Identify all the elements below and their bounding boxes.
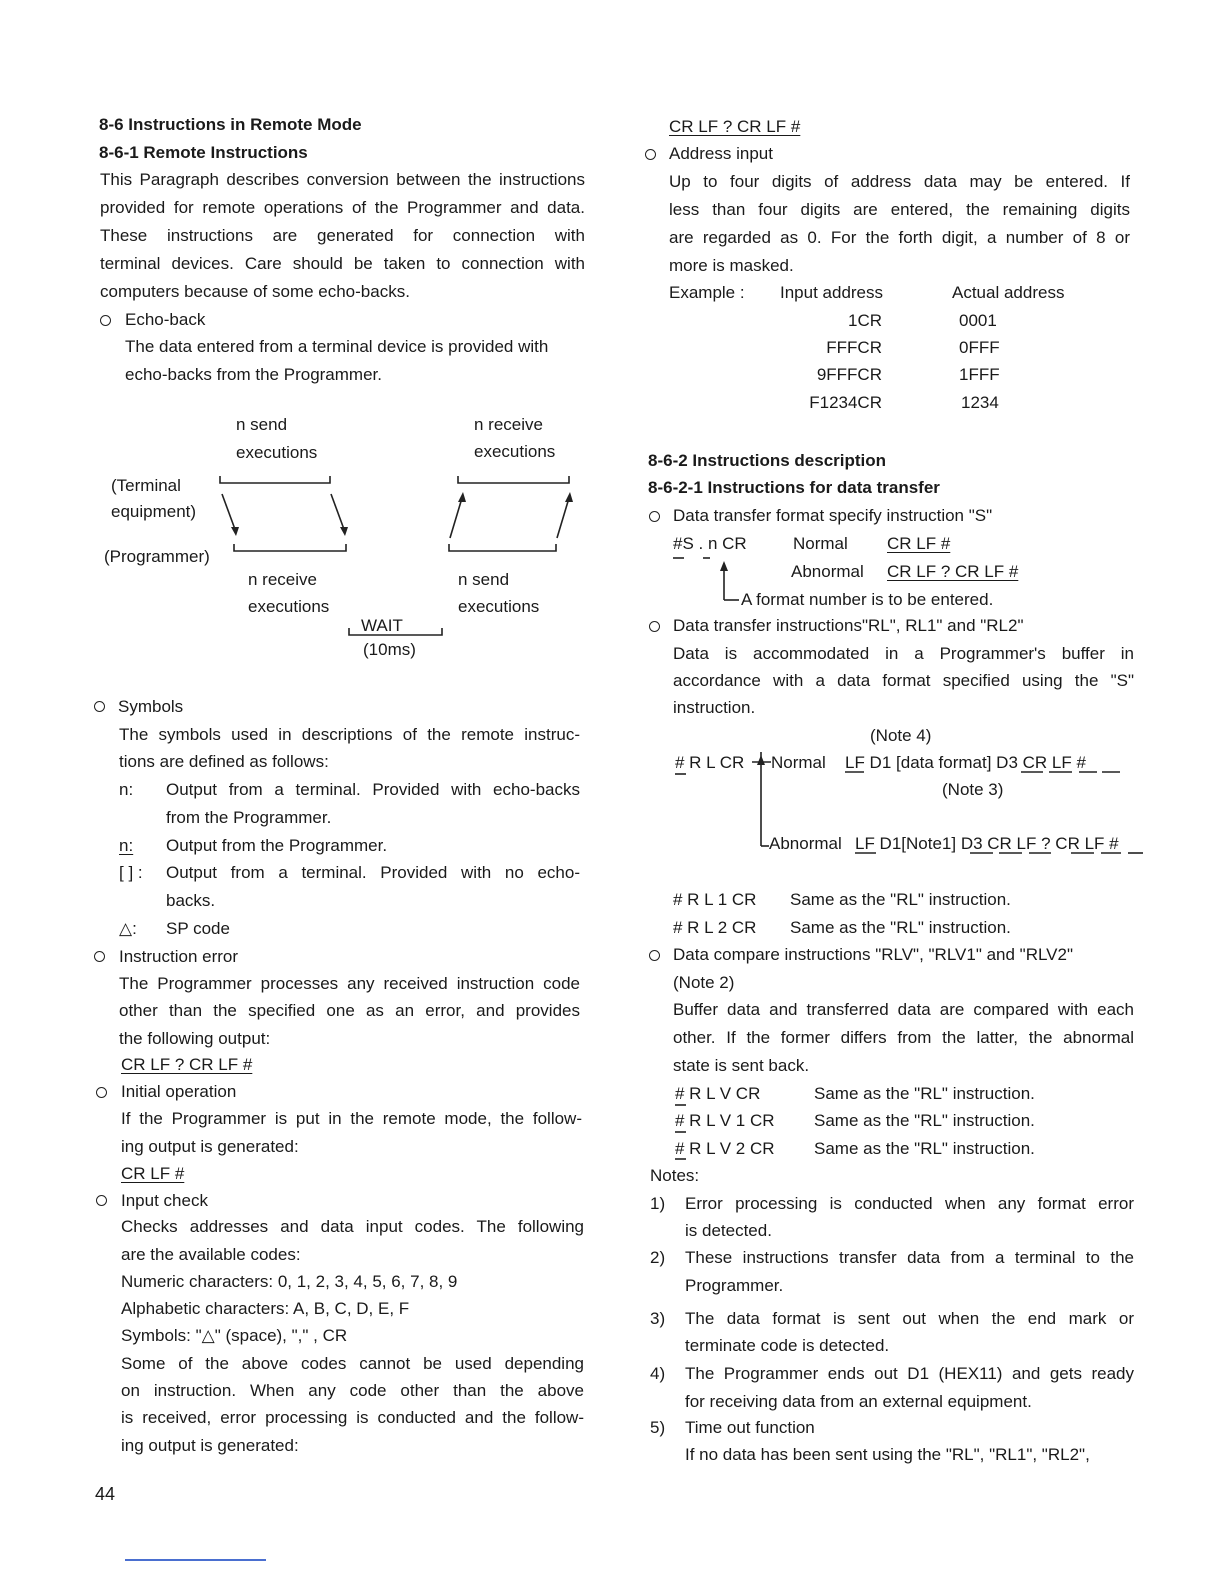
bullet-icon	[96, 1087, 107, 1098]
normal-output: LF D1 [data format] D3 CR LF #	[845, 753, 1086, 772]
rl-instruction-title: Data transfer instructions"RL", RL1" and "RL2"	[673, 616, 1024, 635]
intro-line: terminal devices. Care should be taken to connection with	[100, 254, 585, 273]
arrow-down-icon	[231, 527, 239, 536]
bullet-icon	[96, 1195, 107, 1206]
diagram-label: executions	[458, 597, 540, 616]
bracket-line	[220, 476, 330, 483]
abnormal-output: LF D1[Note1] D3 CR LF ? CR LF #	[855, 834, 1119, 853]
note-text: If no data has been sent using the "RL", "RL1", "RL2",	[685, 1445, 1090, 1464]
column-header: Actual address	[952, 283, 1065, 302]
bracket-line	[458, 476, 569, 483]
example-label: Example :	[669, 283, 745, 302]
wait-label: WAIT	[361, 616, 403, 635]
s-instruction-title: Data transfer format specify instruction "S"	[673, 506, 993, 525]
normal-label: Normal	[771, 753, 826, 772]
initial-operation-text: ing output is generated:	[121, 1137, 299, 1156]
column-header: Input address	[780, 283, 884, 302]
note-text: terminate code is detected.	[685, 1336, 890, 1355]
s-instruction-command: #S . n CR	[673, 534, 747, 553]
intro-line: computers because of some echo-backs.	[100, 282, 410, 301]
arrow-line	[557, 498, 569, 538]
rlv-instruction-text: other. If the former differs from the latter, the abnormal	[673, 1028, 1134, 1047]
diagram-label: (Terminal	[111, 476, 181, 495]
arrow-up-icon	[720, 561, 728, 571]
table-cell: 0FFF	[959, 338, 1000, 357]
bracket-line	[349, 628, 442, 635]
initial-operation-output: CR LF #	[121, 1164, 185, 1183]
bracket-line	[234, 544, 346, 551]
note-text: is detected.	[685, 1221, 772, 1240]
wait-time-label: (10ms)	[363, 640, 416, 659]
rlv-command: # R L V 1 CR	[675, 1111, 775, 1130]
instruction-error-text: other than the specified one as an error, and provides	[119, 1001, 580, 1020]
initial-operation-text: If the Programmer is put in the remote mode, the follow-	[121, 1109, 582, 1128]
table-cell: 1CR	[847, 311, 882, 330]
abnormal-label: Abnormal	[791, 562, 864, 581]
table-cell: 0001	[959, 311, 997, 330]
rl1-text: Same as the "RL" instruction.	[790, 890, 1011, 909]
address-input-text: are regarded as 0. For the forth digit, a number of 8 or	[669, 228, 1130, 247]
note-text: Error processing is conducted when any format error	[685, 1194, 1134, 1213]
table-cell: F1234CR	[809, 393, 882, 412]
diagram-label: equipment)	[111, 502, 197, 521]
symbols-text: The symbols used in descriptions of the remote instruc-	[119, 725, 580, 744]
note-number: 4)	[650, 1364, 666, 1383]
hash-underlines	[670, 1100, 710, 1160]
normal-output: CR LF #	[887, 534, 951, 553]
bracket-line	[449, 544, 556, 551]
note-text: The data format is sent out when the end mark or	[685, 1309, 1134, 1328]
note-ref: (Note 4)	[870, 726, 932, 745]
input-check-title: Input check	[121, 1191, 208, 1210]
symbol-desc: from the Programmer.	[166, 808, 332, 827]
address-input-title: Address input	[669, 144, 773, 163]
abnormal-output: CR LF ? CR LF #	[887, 562, 1019, 581]
instruction-error-title: Instruction error	[119, 947, 239, 966]
table-cell: 1FFF	[959, 365, 1000, 384]
instruction-arrows	[640, 530, 1200, 870]
note-number: 5)	[650, 1418, 666, 1437]
diagram-label: n send	[236, 415, 288, 434]
instructions-description-title: 8-6-2 Instructions description	[648, 451, 887, 470]
echo-back-title: Echo-back	[125, 310, 206, 329]
input-check-text: is received, error processing is conducted and the follow-	[121, 1408, 584, 1427]
rl2-command: # R L 2 CR	[673, 918, 757, 937]
rlv-text: Same as the "RL" instruction.	[814, 1084, 1035, 1103]
note-text: Time out function	[685, 1418, 815, 1437]
table-cell: FFFCR	[826, 338, 882, 357]
numeric-characters: Numeric characters: 0, 1, 2, 3, 4, 5, 6, 7, 8, 9	[121, 1272, 458, 1291]
arrow-up-icon	[565, 492, 573, 502]
arrow-down-icon	[340, 527, 348, 536]
address-input-text: more is masked.	[669, 256, 794, 275]
format-number-note: A format number is to be entered.	[741, 590, 994, 609]
diagram-label: executions	[236, 443, 318, 462]
rlv-command: # R L V CR	[675, 1084, 761, 1103]
intro-line: provided for remote operations of the Programmer and data.	[100, 198, 585, 217]
rl-instruction-text: accordance with a data format specified using the "S"	[673, 671, 1134, 690]
note-text: The Programmer ends out D1 (HEX11) and gets ready	[685, 1364, 1134, 1383]
address-input-text: less than four digits are entered, the remaining digits	[669, 200, 1130, 219]
input-check-text: Some of the above codes cannot be used depending	[121, 1354, 584, 1373]
rlv-instruction-text: Buffer data and transferred data are compared with each	[673, 1000, 1134, 1019]
diagram-label: (Programmer)	[104, 547, 210, 566]
input-check-text: ing output is generated:	[121, 1436, 299, 1455]
initial-operation-title: Initial operation	[121, 1082, 237, 1101]
page-number: 44	[95, 1484, 116, 1504]
intro-line: This Paragraph describes conversion between the instructions	[100, 170, 585, 189]
rlv-command: # R L V 2 CR	[675, 1139, 775, 1158]
symbol-desc: Output from the Programmer.	[166, 836, 388, 855]
symbol-desc: SP code	[166, 919, 230, 938]
alphabetic-characters: Alphabetic characters: A, B, C, D, E, F	[121, 1299, 410, 1318]
arrow-line	[222, 494, 236, 532]
symbol-key: [ ] :	[119, 863, 143, 882]
rl1-command: # R L 1 CR	[673, 890, 757, 909]
abnormal-label: Abnormal	[769, 834, 842, 853]
note-number: 2)	[650, 1248, 666, 1267]
note-text: Programmer.	[685, 1276, 784, 1295]
symbol-key: △:	[119, 919, 137, 938]
symbol-key: n:	[119, 780, 134, 799]
top-output: CR LF ? CR LF #	[669, 117, 801, 136]
symbols-title: Symbols	[118, 697, 184, 716]
rl2-text: Same as the "RL" instruction.	[790, 918, 1011, 937]
subsection-title: 8-6-1 Remote Instructions	[99, 143, 308, 162]
diagram-label: n send	[458, 570, 510, 589]
input-check-text: are the available codes:	[121, 1245, 301, 1264]
note-text: for receiving data from an external equipment.	[685, 1392, 1032, 1411]
notes-title: Notes:	[650, 1166, 700, 1185]
arrow-line	[450, 498, 462, 538]
symbols-text: tions are defined as follows:	[119, 752, 329, 771]
rl-instruction-text: Data is accommodated in a Programmer's buffer in	[673, 644, 1134, 663]
instruction-error-text: The Programmer processes any received instruction code	[119, 974, 580, 993]
section-title: 8-6 Instructions in Remote Mode	[99, 115, 362, 134]
note-ref: (Note 3)	[942, 780, 1004, 799]
arrow-up-icon	[757, 755, 765, 765]
diagram-label: n receive	[248, 570, 317, 589]
rlv-instruction-text: state is sent back.	[673, 1056, 810, 1075]
instruction-error-output: CR LF ? CR LF #	[121, 1055, 253, 1074]
data-transfer-title: 8-6-2-1 Instructions for data transfer	[648, 478, 940, 497]
bullet-icon	[645, 149, 656, 160]
bullet-icon	[94, 951, 105, 962]
input-check-text: on instruction. When any code other than the above	[121, 1381, 584, 1400]
table-cell: 9FFFCR	[816, 365, 882, 384]
normal-label: Normal	[793, 534, 848, 553]
diagram-label: n receive	[474, 415, 543, 434]
note-text: These instructions transfer data from a terminal to the	[685, 1248, 1134, 1267]
symbol-desc: Output from a terminal. Provided with no echo-	[166, 863, 580, 882]
instruction-error-text: the following output:	[119, 1029, 271, 1048]
input-check-text: Checks addresses and data input codes. The following	[121, 1217, 584, 1236]
symbol-characters: Symbols: "△" (space), "," , CR	[121, 1326, 348, 1345]
echo-back-text: The data entered from a terminal device is provided with	[125, 337, 549, 356]
echo-back-text: echo-backs from the Programmer.	[125, 365, 382, 384]
symbol-desc: Output from a terminal. Provided with echo-backs	[166, 780, 580, 799]
rlv-text: Same as the "RL" instruction.	[814, 1111, 1035, 1130]
bullet-icon	[649, 511, 660, 522]
rlv-instruction-title: Data compare instructions "RLV", "RLV1" and "RLV2"	[673, 945, 1073, 964]
bullet-icon	[94, 701, 105, 712]
arrow-up-icon	[458, 492, 466, 502]
footer-rule	[125, 1559, 266, 1561]
diagram-lines	[0, 0, 600, 700]
symbol-key: n:	[119, 836, 134, 855]
intro-line: These instructions are generated for connection with	[100, 226, 585, 245]
table-cell: 1234	[961, 393, 999, 412]
note-number: 3)	[650, 1309, 666, 1328]
rlv-text: Same as the "RL" instruction.	[814, 1139, 1035, 1158]
rl-command: # R L CR	[675, 753, 745, 772]
note-number: 1)	[650, 1194, 666, 1213]
symbol-desc: backs.	[166, 891, 216, 910]
arrow-line	[331, 494, 345, 532]
diagram-label: executions	[248, 597, 330, 616]
rl-instruction-text: instruction.	[673, 698, 756, 717]
bullet-icon	[649, 950, 660, 961]
address-input-text: Up to four digits of address data may be entered. If	[669, 172, 1130, 191]
diagram-label: executions	[474, 442, 556, 461]
note-ref: (Note 2)	[673, 973, 735, 992]
